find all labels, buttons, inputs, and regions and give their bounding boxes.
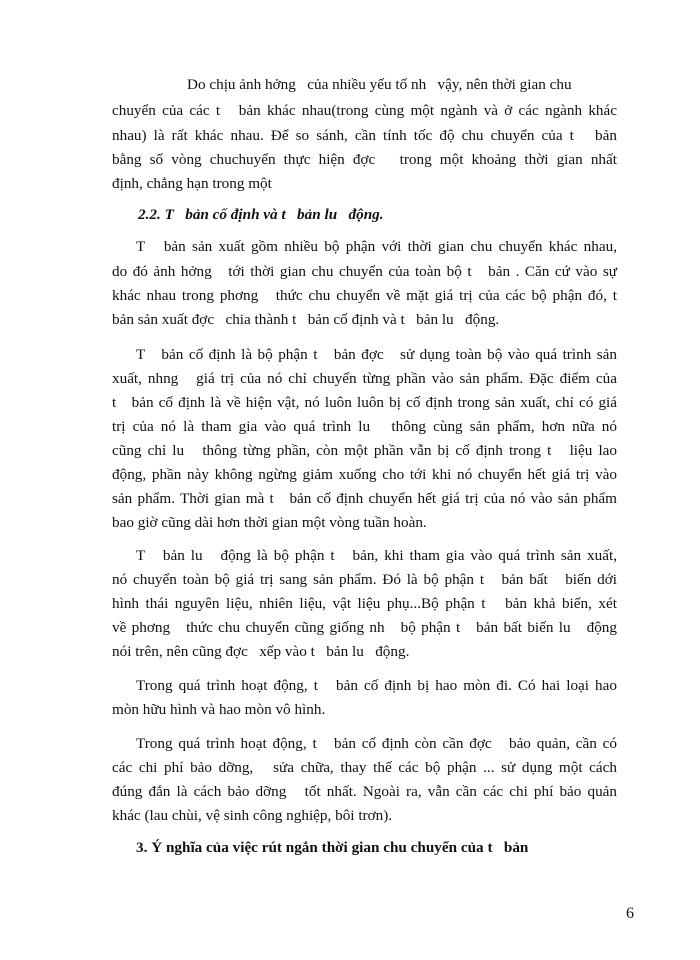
section-heading-3: 3. Ý nghĩa của việc rút ngắn thời gian chu chuyển của t bản — [136, 839, 529, 856]
page-number: 6 — [626, 905, 634, 922]
text-line: T bản lu động là bộ phận t bản, khi tham gia vào quá trình sản xuất, — [136, 547, 617, 564]
text-line: đúng đắn là cách bảo dỡng tốt nhất. Ngoài ra, vẫn cần các chi phí bảo quản — [112, 783, 617, 800]
section-heading-2-2: 2.2. T bản cố định và t bản lu động. — [138, 206, 384, 223]
text-line: cũng chỉ lu thông từng phần, còn một phần vẫn bị cố định trong t liệu lao — [112, 442, 617, 459]
text-line: sản phẩm. Thời gian mà t bản cố định chuyển hết giá trị của nó vào sản phẩm — [112, 490, 617, 507]
text-line: trị của nó là tham gia vào quá trình lu thông cùng sản phẩm, hơn nữa nó — [112, 418, 617, 435]
text-line: định, chẳng hạn trong một — [112, 175, 272, 192]
text-line: T bản sản xuất gồm nhiều bộ phận với thời gian chu chuyển khác nhau, — [136, 238, 617, 255]
text-line: nói trên, nên cũng đợc xếp vào t bản lu động. — [112, 643, 410, 660]
text-line: chuyển của các t bản khác nhau(trong cùng một ngành và ở các ngành khác — [112, 102, 617, 119]
text-line: về phơng thức chu chuyển cũng giống nh bộ phận t bản bất biến lu động — [112, 619, 617, 636]
text-line: các chi phí bảo dỡng, sửa chữa, thay thế các bộ phận ... sử dụng một cách — [112, 759, 617, 776]
text-line: xuất, nhng giá trị của nó chỉ chuyển từng phần vào sản phẩm. Đặc điểm của — [112, 370, 617, 387]
text-line: t bản cố định là về hiện vật, nó luôn luôn bị cố định trong sản xuất, chỉ có giá — [112, 394, 617, 411]
text-line: bản sản xuất đợc chia thành t bản cố định và t bản lu động. — [112, 311, 500, 328]
text-line: nó chuyển toàn bộ giá trị sang sản phẩm. Đó là bộ phận t bản bất biến dới — [112, 571, 617, 588]
text-line: bao giờ cũng dài hơn thời gian một vòng tuần hoàn. — [112, 514, 427, 531]
text-line: do đó ảnh hởng tới thời gian chu chuyển của toàn bộ t bản . Căn cứ vào sự — [112, 263, 617, 280]
text-line: Trong quá trình hoạt động, t bản cố định bị hao mòn đi. Có hai loại hao — [136, 677, 617, 694]
text-line: mòn hữu hình và hao mòn vô hình. — [112, 701, 326, 718]
text-line: bằng số vòng chuchuyển thực hiện đợc trong một khoảng thời gian nhất — [112, 151, 617, 168]
text-line: nhau) là rất khác nhau. Để so sánh, cần tính tốc độ chu chuyển của t bản — [112, 127, 617, 144]
text-line: khác nhau trong phơng thức chu chuyển về mặt giá trị của các bộ phận đó, t — [112, 287, 617, 304]
text-line: Trong quá trình hoạt động, t bản cố định còn cần đợc bảo quản, cần có — [136, 735, 617, 752]
text-line: Do chịu ảnh hởng của nhiều yếu tố nh vậy, nên thời gian chu — [187, 76, 572, 93]
text-line: động, phần này không ngừng giảm xuống cho tới khi nó chuyển hết giá trị vào — [112, 466, 617, 483]
text-line: T bản cố định là bộ phận t bản đợc sử dụng toàn bộ vào quá trình sản — [136, 346, 617, 363]
text-line: hình thái nguyên liệu, nhiên liệu, vật liệu phụ...Bộ phận t bản khả biến, xét — [112, 595, 617, 612]
text-line: khác (lau chùi, vệ sinh công nghiệp, bôi trơn). — [112, 807, 393, 824]
